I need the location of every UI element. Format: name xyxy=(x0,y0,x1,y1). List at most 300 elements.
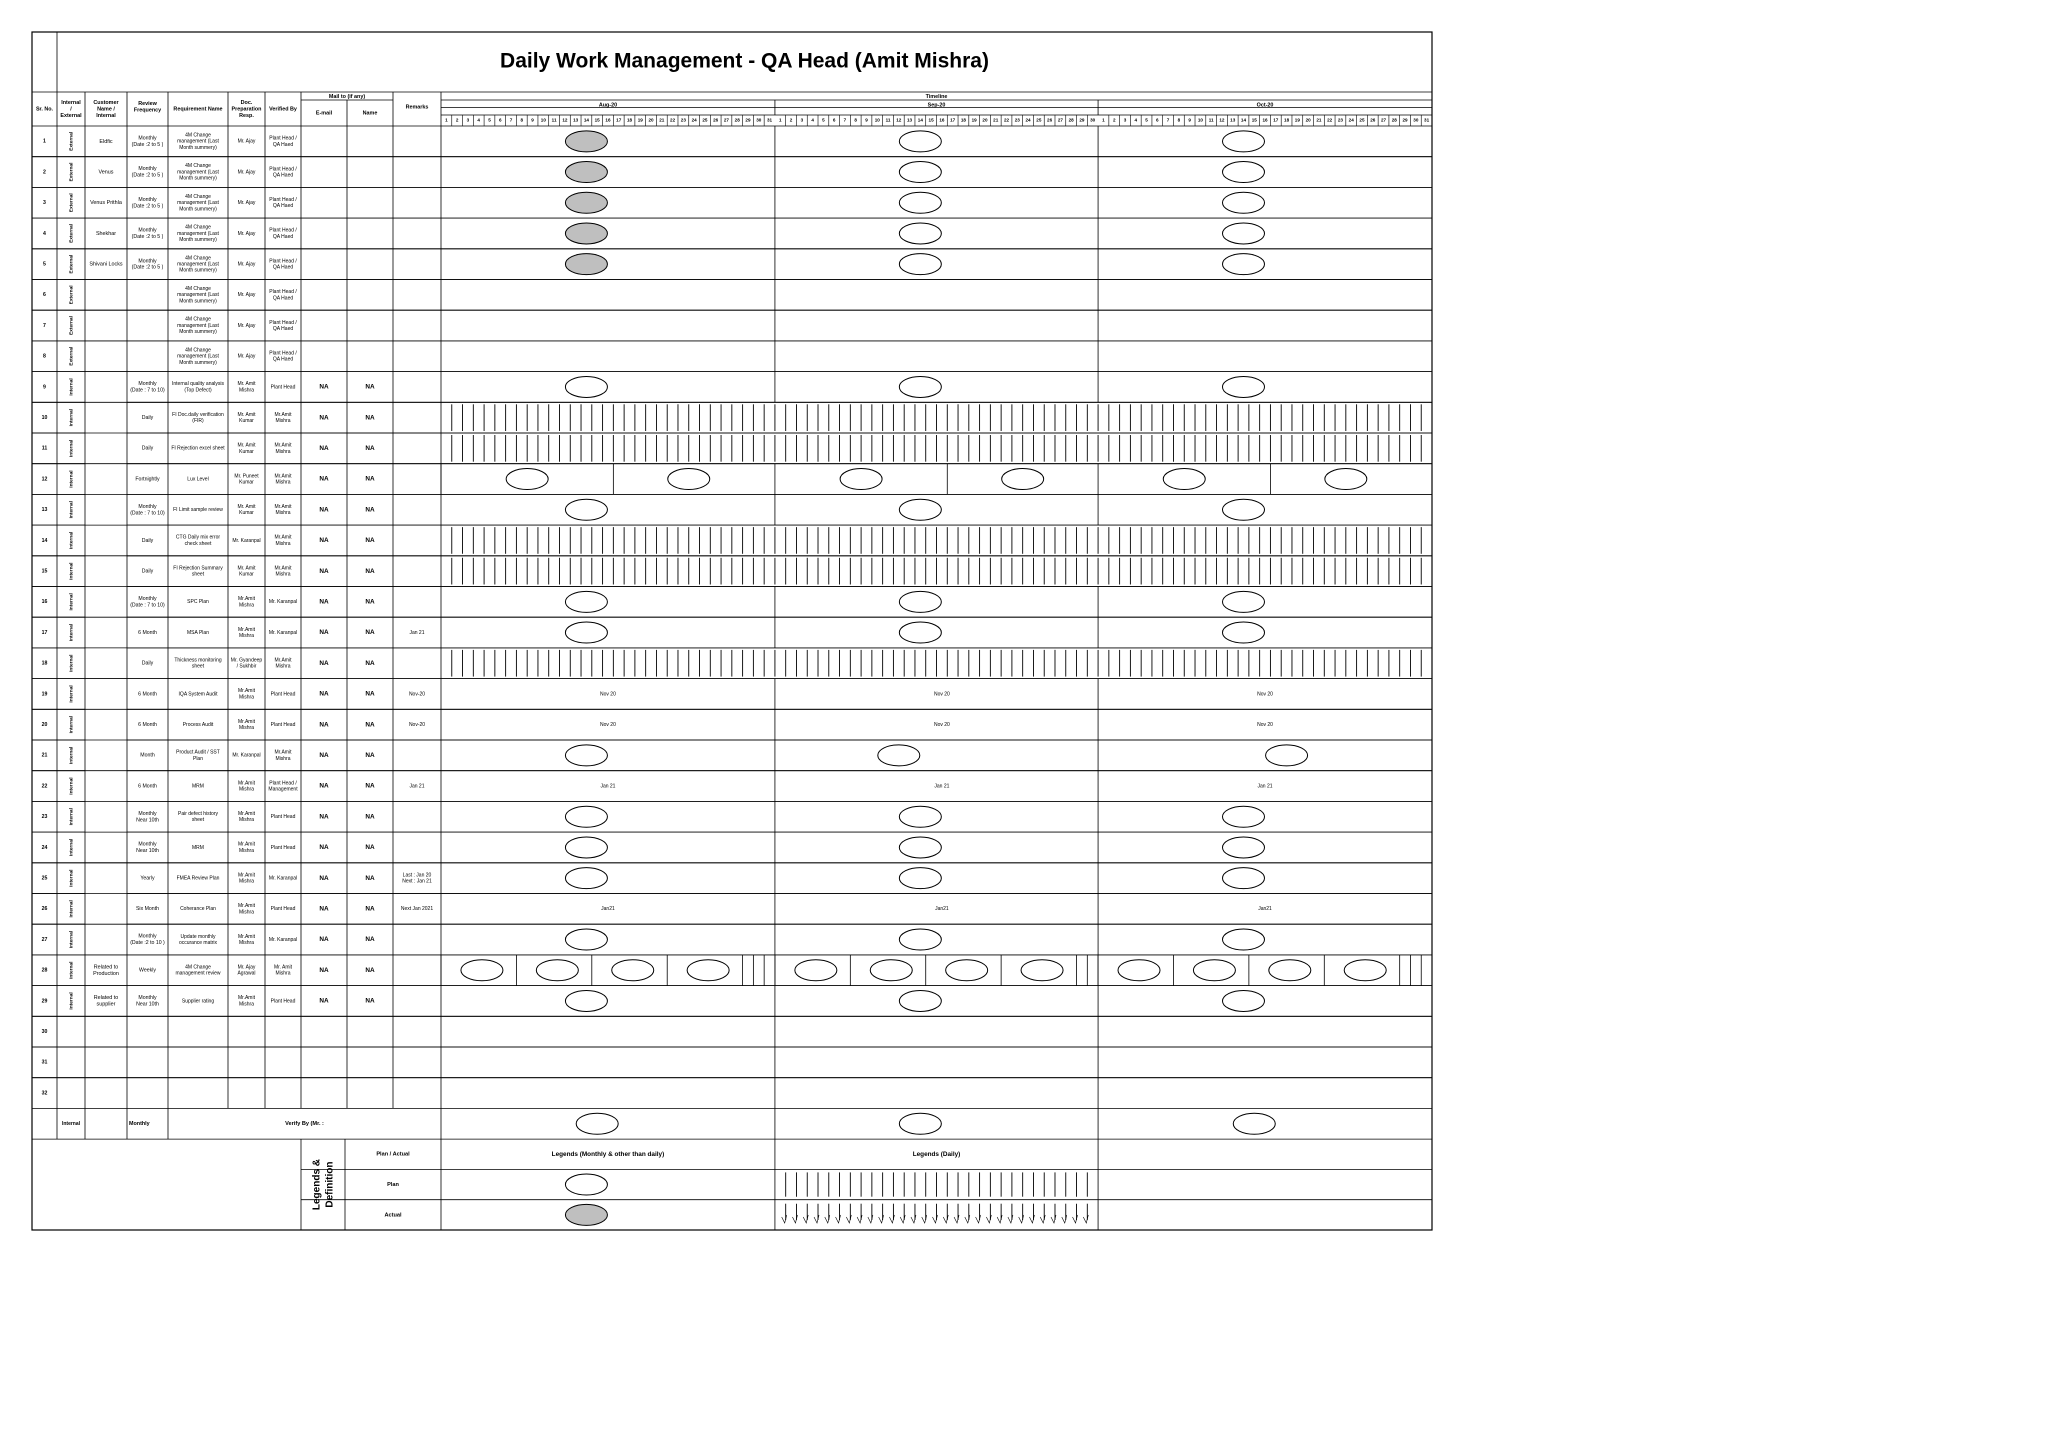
plan-oval xyxy=(1222,131,1264,152)
day-number: 20 xyxy=(648,117,654,123)
plan-oval xyxy=(1163,469,1205,490)
day-number: 10 xyxy=(540,117,546,123)
timeline-note: Jan21 xyxy=(1258,906,1272,913)
doc-preparation-resp: Mishra xyxy=(238,632,255,639)
sr-no: 13 xyxy=(41,507,48,514)
doc-preparation-resp: Mr.Amit xyxy=(238,933,255,940)
internal-external-flag: Internal xyxy=(69,900,75,918)
day-number: 4 xyxy=(811,117,814,123)
day-number: 18 xyxy=(626,117,633,123)
email-value: NA xyxy=(319,445,329,453)
sr-no: 2 xyxy=(43,169,46,176)
doc-preparation-resp: Mishra xyxy=(238,909,255,916)
day-number: 3 xyxy=(466,117,470,123)
doc-preparation-resp: Mr. Amit xyxy=(237,411,256,418)
verified-by: Plant Head xyxy=(270,844,296,851)
name-value: NA xyxy=(365,383,375,391)
doc-preparation-resp: Mishra xyxy=(238,725,255,732)
requirement-name: management (Last xyxy=(177,322,219,329)
verified-by: Mishra xyxy=(275,755,291,762)
day-number: 15 xyxy=(928,117,934,123)
review-frequency: (Date : 7 to 10) xyxy=(130,602,165,609)
review-frequency: Monthly xyxy=(138,166,157,173)
legend-monthly-heading: Legends (Monthly & other than daily) xyxy=(551,1150,665,1158)
doc-preparation-resp: Mishra xyxy=(238,878,255,885)
review-frequency: Daily xyxy=(141,568,154,575)
verified-by: Mr. Amit xyxy=(273,964,293,971)
requirement-name: sheet xyxy=(191,663,205,670)
day-number: 17 xyxy=(1273,117,1279,123)
sr-no: 25 xyxy=(41,875,48,882)
email-value: NA xyxy=(319,905,329,913)
verified-by: Plant Head xyxy=(270,721,296,728)
internal-external-flag: Internal xyxy=(69,408,75,427)
plan-oval xyxy=(1269,960,1311,981)
doc-preparation-resp: Mr. Ajay xyxy=(237,230,256,237)
requirement-name: sheet xyxy=(191,571,205,578)
doc-preparation-resp: Mr. Ajay xyxy=(237,138,256,145)
doc-preparation-resp: Kumar xyxy=(239,510,254,517)
review-frequency: 6 Month xyxy=(138,691,157,698)
plan-oval xyxy=(899,192,941,213)
verify-oval xyxy=(576,1113,618,1134)
header-doc-preparation: Resp. xyxy=(239,112,254,119)
plan-oval xyxy=(899,131,941,152)
plan-oval xyxy=(565,591,607,612)
doc-preparation-resp: Kumar xyxy=(239,479,254,486)
header-doc-preparation: Doc. xyxy=(240,99,253,106)
internal-external-flag: Internal xyxy=(69,470,75,488)
email-value: NA xyxy=(319,844,329,852)
email-value: NA xyxy=(319,874,329,882)
day-number: 5 xyxy=(1145,117,1148,123)
review-frequency: Daily xyxy=(141,445,154,452)
review-frequency: (Date :2 to 5 ) xyxy=(131,203,164,210)
doc-preparation-resp: Mr.Amit xyxy=(238,596,255,603)
review-frequency: 6 Month xyxy=(138,629,157,636)
day-number: 11 xyxy=(1208,117,1214,123)
requirement-name: FMEA Review Plan xyxy=(176,875,220,882)
doc-preparation-resp: Mishra xyxy=(238,847,255,854)
day-number: 26 xyxy=(1370,117,1376,123)
internal-external-flag: Internal xyxy=(69,777,75,795)
day-number: 21 xyxy=(1316,117,1322,123)
email-value: NA xyxy=(319,629,329,637)
doc-preparation-resp: Mr. Amit xyxy=(237,565,256,572)
review-frequency: Monthly xyxy=(138,196,157,203)
sheet-text xyxy=(36,50,1430,1219)
legend-actual: Actual xyxy=(384,1212,402,1219)
email-value: NA xyxy=(319,659,329,667)
sr-no: 17 xyxy=(41,629,48,636)
plan-oval xyxy=(795,960,837,981)
timeline-note: Jan21 xyxy=(601,906,615,913)
sr-no: 24 xyxy=(41,844,48,851)
requirement-name: 4M Change xyxy=(185,316,211,323)
verified-by: Mishra xyxy=(275,479,291,486)
internal-external-flag: Internal xyxy=(69,439,75,458)
verify-internal: Internal xyxy=(61,1121,81,1128)
day-number: 1 xyxy=(779,117,782,123)
customer-name: Related to xyxy=(93,995,119,1002)
email-value: NA xyxy=(319,752,329,760)
timeline-marks xyxy=(461,131,1386,1226)
timeline-note: Jan21 xyxy=(935,906,949,913)
verified-by: Mishra xyxy=(275,970,291,977)
verified-by: Mishra xyxy=(275,510,291,517)
legend-plan-actual: Plan / Actual xyxy=(376,1151,410,1158)
plan-oval xyxy=(1118,960,1160,981)
sr-no: 15 xyxy=(41,568,48,575)
doc-preparation-resp: Kumar xyxy=(239,418,254,425)
name-value: NA xyxy=(365,936,375,944)
requirement-name: FI Limit sample review xyxy=(173,507,223,514)
day-number: 8 xyxy=(1177,117,1181,123)
verified-by: Plant Head / xyxy=(269,289,297,296)
plan-oval xyxy=(565,806,607,827)
review-frequency: Monthly xyxy=(138,995,157,1002)
requirement-name: IQA System Audit xyxy=(178,691,218,698)
day-number: 22 xyxy=(1327,117,1333,123)
header-customer: Internal xyxy=(96,112,116,119)
internal-external-flag: Internal xyxy=(69,378,75,396)
verified-by: Plant Head xyxy=(270,814,296,821)
customer-name: Shekhar xyxy=(95,230,117,237)
review-frequency: Monthly xyxy=(138,810,157,817)
day-number: 9 xyxy=(865,117,868,123)
email-value: NA xyxy=(319,598,329,606)
plan-oval xyxy=(1222,254,1264,275)
timeline-note: Jan 21 xyxy=(1257,783,1273,790)
internal-external-flag: Internal xyxy=(69,961,75,979)
review-frequency: 6 Month xyxy=(138,783,157,790)
email-value: NA xyxy=(319,966,329,974)
doc-preparation-resp: Mr.Amit xyxy=(238,810,255,817)
day-number: 8 xyxy=(854,117,857,123)
requirement-name: Update monthly xyxy=(180,933,216,940)
month-label: Sep-20 xyxy=(927,102,946,109)
name-value: NA xyxy=(365,844,375,852)
plan-oval xyxy=(565,990,607,1011)
sr-no: 11 xyxy=(41,445,48,452)
requirement-name: Month summery) xyxy=(179,175,217,182)
requirement-name: FI Rejection Summary xyxy=(173,565,223,572)
doc-preparation-resp: Mr.Amit xyxy=(238,903,255,910)
requirement-name: CTG Daily mix error xyxy=(175,534,221,541)
header-email: E-mail xyxy=(315,110,333,117)
review-frequency: Monthly xyxy=(138,135,157,142)
requirement-name: management (Last xyxy=(177,230,219,237)
internal-external-flag: External xyxy=(69,316,75,336)
verified-by: Mishra xyxy=(275,418,291,425)
day-number: 6 xyxy=(1156,117,1159,123)
verified-by: Mr.Amit xyxy=(274,503,292,510)
internal-external-flag: Internal xyxy=(69,531,75,550)
sr-no: 7 xyxy=(43,322,46,329)
plan-oval xyxy=(878,745,920,766)
verified-by: QA Haed xyxy=(272,172,294,179)
actual-oval xyxy=(565,131,607,152)
sr-no: 5 xyxy=(43,261,46,268)
day-number: 29 xyxy=(1402,117,1408,123)
requirement-name: Month summery) xyxy=(179,329,217,336)
plan-oval xyxy=(1222,162,1264,183)
legend-daily-heading: Legends (Daily) xyxy=(912,1150,961,1158)
day-number: 28 xyxy=(1391,117,1397,123)
doc-preparation-resp: Mr.Amit xyxy=(238,718,255,725)
day-number: 29 xyxy=(745,117,751,123)
doc-preparation-resp: Mr. Ajay xyxy=(237,200,256,207)
plan-oval xyxy=(946,960,988,981)
customer-name: supplier xyxy=(96,1001,116,1008)
verified-by: Plant Head / xyxy=(269,166,297,173)
doc-preparation-resp: Mr.Amit xyxy=(238,780,255,787)
header-internal-external: External xyxy=(60,112,82,119)
timeline-note: Nov 20 xyxy=(600,691,616,698)
plan-oval xyxy=(899,254,941,275)
plan-oval xyxy=(1266,745,1308,766)
sr-no: 27 xyxy=(41,936,48,943)
actual-oval xyxy=(565,192,607,213)
verify-by-label: Verify By (Mr. : xyxy=(285,1121,324,1128)
legend-title: Legends & xyxy=(311,1158,323,1211)
internal-external-flag: Internal xyxy=(69,501,75,519)
day-number: 3 xyxy=(800,117,804,123)
day-number: 12 xyxy=(562,117,568,123)
legend-actual-oval xyxy=(565,1204,607,1225)
plan-oval xyxy=(1222,223,1264,244)
sr-no: 14 xyxy=(41,537,48,544)
customer-name: Venus Prithla xyxy=(90,200,122,207)
day-number: 25 xyxy=(1359,117,1365,123)
plan-oval xyxy=(1002,469,1044,490)
day-number: 27 xyxy=(1057,117,1063,123)
actual-oval xyxy=(565,223,607,244)
plan-oval xyxy=(565,745,607,766)
remarks-value: Jan 21 xyxy=(409,783,425,790)
sr-no: 16 xyxy=(41,599,48,606)
plan-oval xyxy=(899,162,941,183)
header-internal-external: / xyxy=(70,106,72,113)
doc-preparation-resp: Mr. Karanpal xyxy=(232,752,261,759)
plan-oval xyxy=(1193,960,1235,981)
sr-no: 28 xyxy=(41,967,48,974)
legend-plan: Plan xyxy=(387,1182,399,1189)
review-frequency: Near 10th xyxy=(136,817,159,824)
day-number: 20 xyxy=(1305,117,1311,123)
doc-preparation-resp: Mr. Ajay xyxy=(237,964,256,971)
requirement-name: Month summery) xyxy=(179,206,217,213)
sr-no: 23 xyxy=(41,814,48,821)
day-number: 15 xyxy=(1251,117,1257,123)
verified-by: Plant Head / xyxy=(269,780,297,787)
day-number: 20 xyxy=(982,117,988,123)
name-value: NA xyxy=(365,997,375,1005)
internal-external-flag: Internal xyxy=(69,562,75,580)
doc-preparation-resp: Mr. Puneet xyxy=(234,473,259,480)
email-value: NA xyxy=(319,782,329,790)
requirement-name: 4M Change xyxy=(185,163,211,170)
plan-oval xyxy=(687,960,729,981)
month-label: Oct-20 xyxy=(1256,102,1274,109)
sr-no: 6 xyxy=(43,292,46,299)
header-review-frequency: Frequency xyxy=(133,107,162,114)
requirement-name: Month summery) xyxy=(179,359,217,366)
plan-oval xyxy=(565,622,607,643)
day-number: 18 xyxy=(960,117,966,123)
doc-preparation-resp: Mr. Ajay xyxy=(237,353,256,360)
day-number: 25 xyxy=(1036,117,1042,123)
sr-no: 3 xyxy=(43,200,46,207)
sr-no: 8 xyxy=(43,353,46,360)
plan-oval xyxy=(899,929,941,950)
plan-oval xyxy=(1222,929,1264,950)
day-number: 9 xyxy=(1188,117,1191,123)
day-number: 17 xyxy=(616,117,622,123)
day-number: 4 xyxy=(1134,117,1138,123)
email-value: NA xyxy=(319,475,329,483)
doc-preparation-resp: Mishra xyxy=(238,817,255,824)
day-number: 16 xyxy=(605,117,611,123)
verified-by: Mr.Amit xyxy=(274,749,292,756)
verified-by: QA Haed xyxy=(272,203,294,210)
review-frequency: Fortnightly xyxy=(135,476,160,483)
email-value: NA xyxy=(319,383,329,391)
verified-by: Mr.Amit xyxy=(274,565,292,572)
internal-external-flag: Internal xyxy=(69,623,75,642)
doc-preparation-resp: Mishra xyxy=(238,1001,255,1008)
day-number: 13 xyxy=(573,117,579,123)
doc-preparation-resp: Mr. Amit xyxy=(237,503,256,510)
verified-by: Plant Head / xyxy=(269,258,297,265)
day-number: 11 xyxy=(551,117,557,123)
plan-oval xyxy=(870,960,912,981)
review-frequency: (Date :2 to 5 ) xyxy=(131,141,164,148)
verify-oval xyxy=(899,1113,941,1134)
day-number: 25 xyxy=(702,117,708,123)
doc-preparation-resp: Kumar xyxy=(239,448,254,455)
doc-preparation-resp: Mr. Ajay xyxy=(237,261,256,268)
review-frequency: (Date :2 to 5 ) xyxy=(131,234,164,241)
requirement-name: management review xyxy=(175,970,221,977)
review-frequency: Monthly xyxy=(138,933,157,940)
day-number: 17 xyxy=(950,117,956,123)
timeline-note: Nov 20 xyxy=(1257,721,1273,728)
name-value: NA xyxy=(365,445,375,453)
day-number: 16 xyxy=(939,117,945,123)
requirement-name: management (Last xyxy=(177,200,219,207)
sr-no: 9 xyxy=(43,384,46,391)
requirement-name: MRM xyxy=(192,844,204,851)
email-value: NA xyxy=(319,506,329,514)
internal-external-flag: Internal xyxy=(69,746,75,765)
day-number: 8 xyxy=(520,117,524,123)
review-frequency: Monthly xyxy=(138,596,157,603)
day-number: 1 xyxy=(1102,117,1105,123)
review-frequency: Near 10th xyxy=(136,848,159,855)
internal-external-flag: External xyxy=(69,346,75,366)
plan-oval xyxy=(668,469,710,490)
requirement-name: management (Last xyxy=(177,292,219,299)
doc-preparation-resp: Mr. Karanpal xyxy=(232,537,261,544)
requirement-name: 4M Change xyxy=(185,285,211,292)
requirement-name: Coherance Plan xyxy=(180,906,216,913)
customer-name: Venus xyxy=(98,169,114,176)
verified-by: Mr.Amit xyxy=(274,473,292,480)
day-number: 15 xyxy=(594,117,600,123)
header-verified-by: Verified By xyxy=(269,106,297,113)
name-value: NA xyxy=(365,506,375,514)
header-requirement-name: Requirement Name xyxy=(173,106,223,113)
actual-oval xyxy=(565,162,607,183)
sr-no: 31 xyxy=(41,1059,48,1066)
requirement-name: check sheet xyxy=(184,540,212,547)
requirement-name: Supplier rating xyxy=(181,998,215,1005)
day-number: 2 xyxy=(789,117,793,123)
header-mail-to: Mail to (if any) xyxy=(328,93,366,100)
requirement-name: Plan xyxy=(192,755,204,762)
doc-preparation-resp: Mishra xyxy=(238,387,255,394)
day-number: 30 xyxy=(1413,117,1419,123)
plan-oval xyxy=(899,868,941,889)
header-remarks: Remarks xyxy=(405,104,429,111)
header-name: Name xyxy=(362,110,378,117)
day-number: 19 xyxy=(971,117,977,123)
sr-no: 32 xyxy=(41,1090,48,1097)
plan-oval xyxy=(1344,960,1386,981)
header-sr-no: Sr. No. xyxy=(35,106,54,113)
day-number: 7 xyxy=(509,117,513,123)
internal-external-flag: External xyxy=(69,131,75,151)
day-number: 26 xyxy=(713,117,719,123)
verified-by: Mishra xyxy=(275,540,291,547)
verified-by: Mr. Karanpal xyxy=(268,629,298,636)
sr-no: 12 xyxy=(41,476,48,483)
doc-preparation-resp: Mr.Amit xyxy=(238,841,255,848)
doc-preparation-resp: Mishra xyxy=(238,786,255,793)
day-number: 9 xyxy=(531,117,534,123)
verified-by: Plant Head / xyxy=(269,227,297,234)
requirement-name: sheet xyxy=(191,817,205,824)
verified-by: Plant Head xyxy=(270,691,296,698)
requirement-name: Month summery) xyxy=(179,267,217,274)
internal-external-flag: Internal xyxy=(69,838,75,857)
customer-name: Production xyxy=(93,970,119,977)
review-frequency: Daily xyxy=(141,537,154,544)
verified-by: QA Haed xyxy=(272,356,294,363)
review-frequency: Month xyxy=(140,752,155,759)
remarks-value: Next Jan 2021 xyxy=(400,906,434,913)
day-number: 23 xyxy=(1337,117,1344,123)
doc-preparation-resp: Mr. Amit xyxy=(237,442,256,449)
verified-by: Mishra xyxy=(275,571,291,578)
internal-external-flag: External xyxy=(69,285,75,305)
internal-external-flag: External xyxy=(69,193,75,213)
plan-oval xyxy=(565,499,607,520)
email-value: NA xyxy=(319,414,329,422)
review-frequency: 6 Month xyxy=(138,722,157,729)
day-number: 4 xyxy=(477,117,480,123)
review-frequency: (Date : 7 to 10) xyxy=(130,387,165,394)
doc-preparation-resp: Mr.Amit xyxy=(238,688,255,695)
plan-oval xyxy=(899,837,941,858)
requirement-name: MSA Plan xyxy=(187,629,209,636)
requirement-name: management (Last xyxy=(177,353,219,360)
remarks-value: Nov-20 xyxy=(408,691,426,698)
requirement-name: 4M Change xyxy=(185,193,211,200)
requirement-name: MRM xyxy=(192,783,204,790)
doc-preparation-resp: Mr. Amit xyxy=(237,381,256,388)
